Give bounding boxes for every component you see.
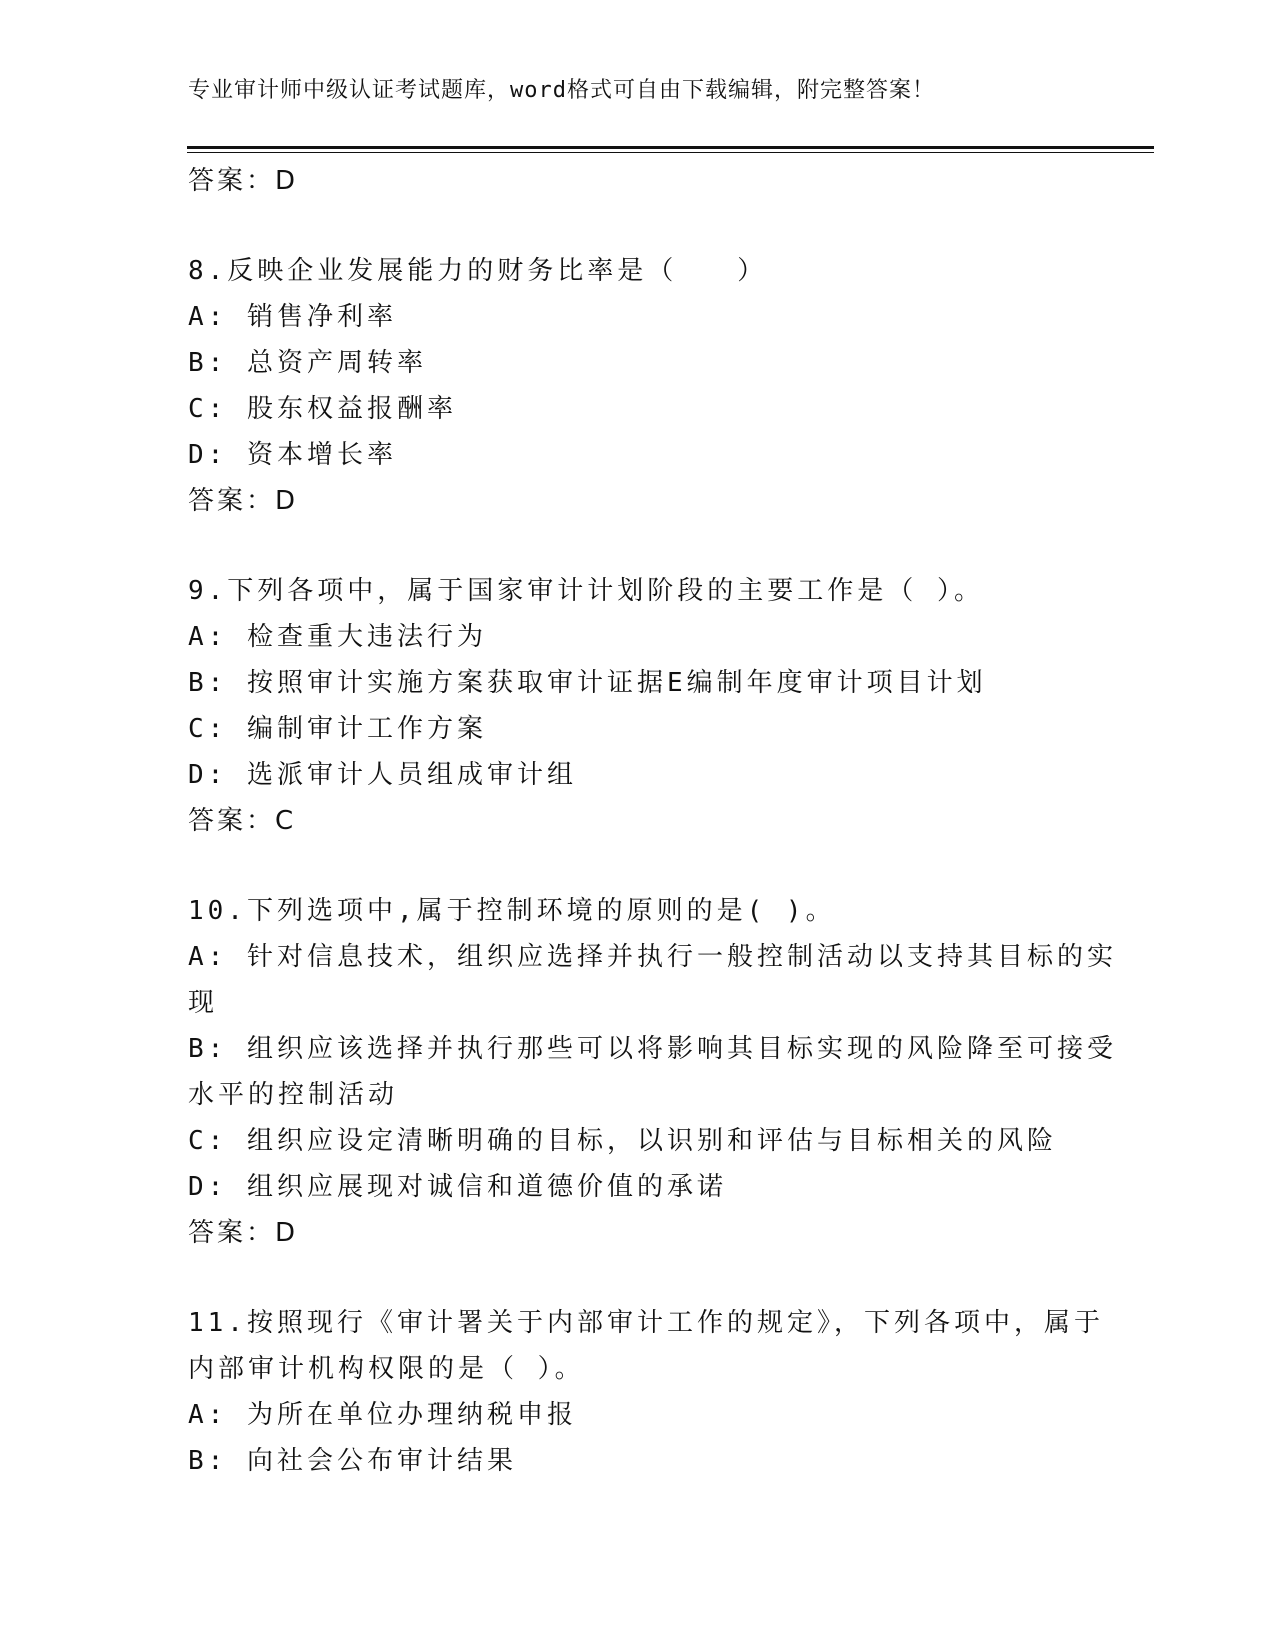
option-c: C: 组织应设定清晰明确的目标，以识别和评估与目标相关的风险 — [188, 1126, 1057, 1156]
option-a: A: 针对信息技术，组织应选择并执行一般控制活动以支持其目标的实 — [188, 942, 1117, 972]
option-d: D: 资本增长率 — [188, 440, 397, 470]
question-stem: 11.按照现行《审计署关于内部审计工作的规定》，下列各项中，属于 — [188, 1308, 1104, 1338]
question-stem: 9.下列各项中，属于国家审计计划阶段的主要工作是（ ）。 — [188, 576, 984, 606]
question-stem: 8.反映企业发展能力的财务比率是（ ） — [188, 256, 768, 286]
answer-line: 答案：D — [188, 1218, 299, 1248]
question-11 — [188, 1300, 1104, 1484]
option-b: B: 按照审计实施方案获取审计证据E编制年度审计项目计划 — [188, 668, 987, 698]
option-b-continued: 水平的控制活动 — [188, 1080, 399, 1110]
option-a: A: 销售净利率 — [188, 302, 397, 332]
document-body — [188, 158, 1117, 1484]
option-c: C: 编制审计工作方案 — [188, 714, 487, 744]
option-b: B: 向社会公布审计结果 — [188, 1446, 517, 1476]
question-10 — [188, 888, 1117, 1256]
page-header: 专业审计师中级认证考试题库，word格式可自由下载编辑，附完整答案！ — [188, 78, 935, 103]
option-b: B: 组织应该选择并执行那些可以将影响其目标实现的风险降至可接受 — [188, 1034, 1117, 1064]
answer-line: 答案：C — [188, 806, 297, 836]
answer-line: 答案：D — [188, 166, 299, 196]
option-d: D: 选派审计人员组成审计组 — [188, 760, 577, 790]
option-d: D: 组织应展现对诚信和道德价值的承诺 — [188, 1172, 727, 1202]
option-a: A: 为所在单位办理纳税申报 — [188, 1400, 577, 1430]
question-9 — [188, 568, 1088, 844]
header-divider — [187, 146, 1154, 149]
question-stem-continued: 内部审计机构权限的是（ ）。 — [188, 1354, 585, 1384]
question-8 — [188, 248, 1088, 524]
option-c: C: 股东权益报酬率 — [188, 394, 457, 424]
option-b: B: 总资产周转率 — [188, 348, 427, 378]
question-stem: 10.下列选项中,属于控制环境的原则的是( )。 — [188, 896, 836, 926]
option-a-continued: 现 — [188, 988, 219, 1018]
option-a: A: 检查重大违法行为 — [188, 622, 487, 652]
answer-line: 答案：D — [188, 486, 299, 516]
